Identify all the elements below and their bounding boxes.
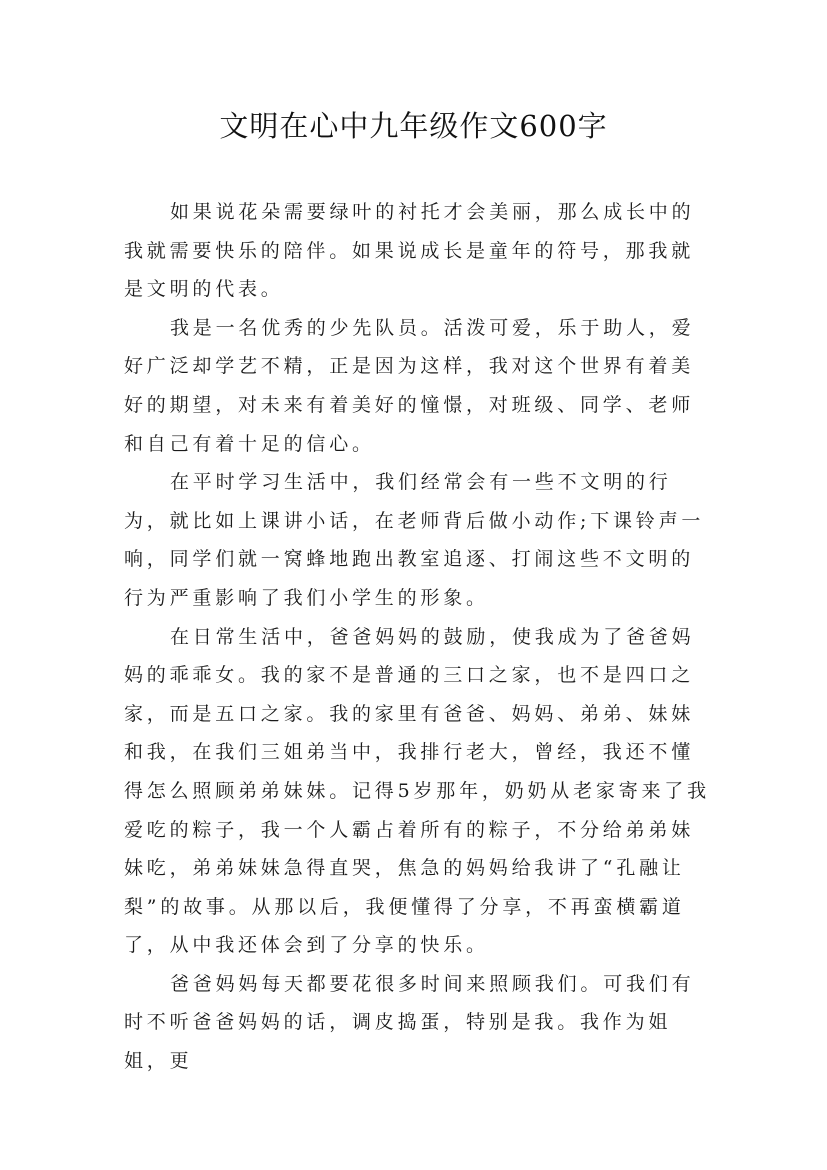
document-title: 文明在心中九年级作文600字 (219, 109, 608, 143)
paragraph-5: 爸爸妈妈每天都要花很多时间来照顾我们。可我们有时不听爸爸妈妈的话，调皮捣蛋，特别是我。我作为姐姐，更 (124, 972, 695, 1073)
paragraph-4: 在日常生活中，爸爸妈妈的鼓励，使我成为了爸爸妈妈的乖乖女。我的家不是普通的三口之家，也不是四口之家，而是五口之家。我的家里有爸爸、妈妈、弟弟、妹妹和我，在我们三姐弟当中，我排行老大，曾经，我还不懂得怎么照顾弟弟妹妹。记得5岁那年，奶奶从老家寄来了我爱吃的粽子，我一个人霸占着所有的粽子，不分给弟弟妹妹吃，弟弟妹妹急得直哭，焦急的妈妈给我讲了“孔融让梨”的故事。从那以后，我便懂得了分享，不再蛮横霸道了，从中我还体会到了分享的快乐。 (124, 625, 710, 957)
paragraph-2: 我是一名优秀的少先队员。活泼可爱，乐于助人，爱好广泛却学艺不精，正是因为这样，我对这个世界有着美好的期望，对未来有着美好的憧憬，对班级、同学、老师和自己有着十足的信心。 (124, 316, 695, 455)
paragraph-3: 在平时学习生活中，我们经常会有一些不文明的行为，就比如上课讲小话，在老师背后做小动作;下课铃声一响，同学们就一窝蜂地跑出教室追逐、打闹这些不文明的行为严重影响了我们小学生的形象。 (124, 471, 705, 609)
paragraph-1: 如果说花朵需要绿叶的衬托才会美丽，那么成长中的我就需要快乐的陪伴。如果说成长是童年的符号，那我就是文明的代表。 (124, 201, 695, 301)
document-body (124, 193, 714, 1081)
